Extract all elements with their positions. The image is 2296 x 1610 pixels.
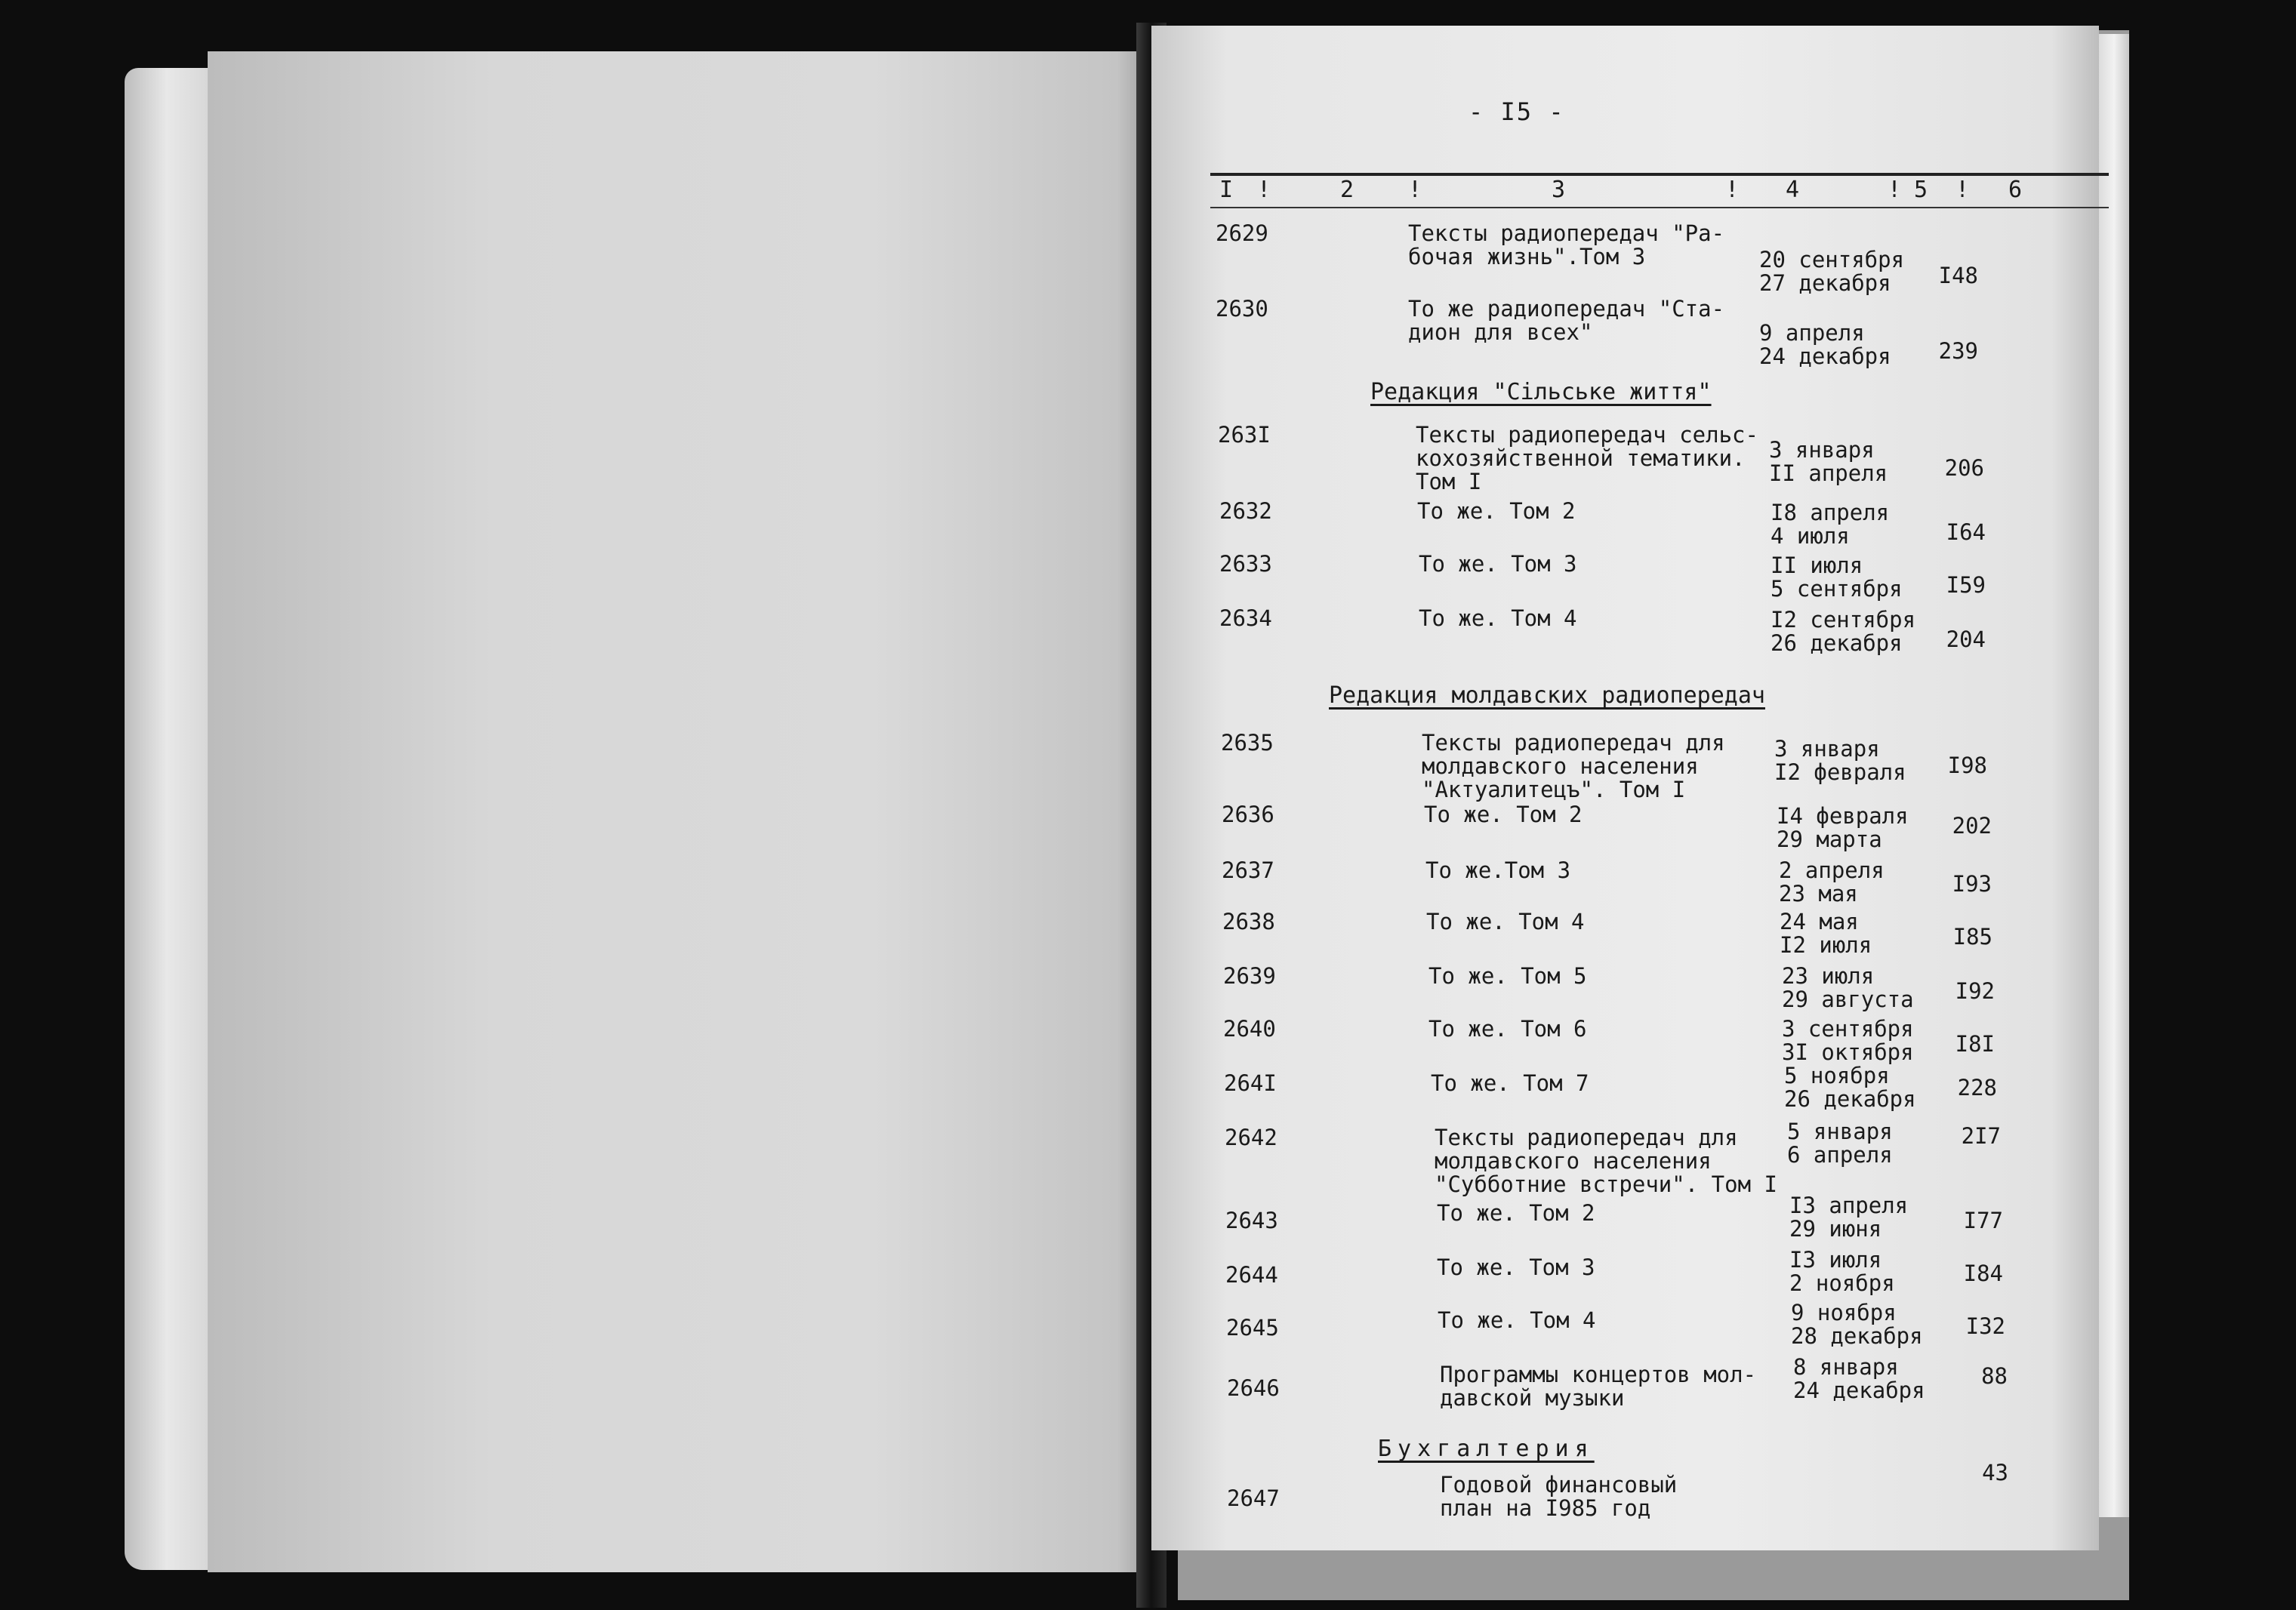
column-header-1: I <box>1219 177 1234 203</box>
entry-number: 2646 <box>1227 1375 1280 1401</box>
entry-dates: I2 сентября 26 декабря <box>1771 607 1916 656</box>
entry-title: То же. Том 4 <box>1426 909 1585 934</box>
entry-number: 2645 <box>1226 1315 1279 1341</box>
entry-sheet-count: I92 <box>1955 978 1995 1004</box>
entry-sheet-count: I93 <box>1952 871 1992 897</box>
inventory-entry <box>1224 1063 2054 1125</box>
inventory-entry <box>1219 500 2050 553</box>
column-separator: ! <box>1888 177 1902 203</box>
entry-sheet-count: 43 <box>1982 1460 2008 1485</box>
right-page-edge <box>2099 34 2129 1517</box>
inventory-entry <box>1219 553 2050 605</box>
entry-dates: I3 апреля 29 июня <box>1789 1193 1909 1242</box>
page-number: - I5 - <box>1469 97 1565 126</box>
entry-dates: 3 сентября 3I октября <box>1782 1016 1914 1065</box>
entry-dates: 5 ноября 26 декабря <box>1784 1063 1916 1112</box>
entry-sheet-count: 204 <box>1946 626 1986 652</box>
entry-dates: 8 января 24 декабря <box>1793 1354 1925 1403</box>
entry-dates: II июля 5 сентября <box>1771 553 1903 602</box>
section-heading: Редакция "Сільське життя" <box>1370 379 1712 405</box>
entry-title: Программы концертов мол- давской музыки <box>1440 1362 1757 1411</box>
entry-number: 2630 <box>1216 296 1268 322</box>
column-header-2: 2 <box>1340 177 1354 203</box>
entry-dates: 2 апреля 23 мая <box>1779 857 1885 907</box>
inventory-entry <box>1223 965 2054 1017</box>
column-header-4: 4 <box>1786 177 1800 203</box>
entry-number: 264I <box>1224 1070 1277 1096</box>
entry-title: То же. Том 7 <box>1431 1070 1589 1096</box>
column-separator: ! <box>1725 177 1740 203</box>
inventory-entry <box>1216 222 2046 297</box>
entry-title: То же. Том 4 <box>1419 605 1577 631</box>
entry-sheet-count: I77 <box>1963 1208 2003 1233</box>
inventory-entry <box>1222 803 2052 856</box>
entry-dates: 24 мая I2 июля <box>1780 909 1872 958</box>
entry-title: То же радиопередач "Ста- дион для всех" <box>1408 296 1725 345</box>
entry-dates: 9 апреля 24 декабря <box>1759 320 1891 369</box>
entry-title: То же. Том 3 <box>1419 551 1577 577</box>
left-page <box>208 51 1155 1572</box>
entry-sheet-count: I48 <box>1938 263 1978 288</box>
entry-dates: 5 января 6 апреля <box>1787 1119 1893 1168</box>
inventory-entry <box>1221 731 2051 814</box>
entry-title: То же.Том 3 <box>1425 857 1571 883</box>
entry-sheet-count: I8I <box>1955 1031 1995 1057</box>
entry-sheet-count: 239 <box>1938 338 1978 364</box>
entry-number: 2643 <box>1225 1208 1278 1233</box>
column-separator: ! <box>1257 177 1271 203</box>
table-header-bottom-rule <box>1210 207 2109 208</box>
entry-title: То же. Том 2 <box>1437 1200 1595 1226</box>
entry-number: 2638 <box>1222 909 1275 934</box>
table-header-top-rule <box>1210 173 2109 176</box>
right-page <box>1151 26 2099 1550</box>
entry-title: То же. Том 2 <box>1417 498 1576 524</box>
entry-sheet-count: 202 <box>1952 813 1992 839</box>
inventory-entry <box>1223 1017 2054 1070</box>
inventory-entry <box>1222 859 2052 912</box>
entry-dates: 9 ноября 28 декабря <box>1791 1300 1923 1349</box>
entry-title: То же. Том 5 <box>1428 963 1587 989</box>
entry-dates: I3 июля 2 ноября <box>1789 1247 1895 1296</box>
column-header-6: 6 <box>2008 177 2023 203</box>
entry-title: Тексты радиопередач для молдавского населения "Субботние встречи". Том I <box>1435 1125 1777 1197</box>
inventory-entry <box>1219 607 2050 660</box>
entry-number: 2644 <box>1225 1262 1278 1288</box>
entry-number: 2636 <box>1222 802 1274 827</box>
entry-title: Годовой финансовый план на I985 год <box>1440 1472 1678 1521</box>
entry-number: 2647 <box>1227 1485 1280 1511</box>
entry-number: 2632 <box>1219 498 1272 524</box>
entry-dates: 3 января II апреля <box>1769 437 1888 486</box>
entry-sheet-count: I98 <box>1947 753 1987 778</box>
entry-sheet-count: I59 <box>1946 572 1986 598</box>
entry-number: 2629 <box>1216 220 1268 246</box>
entry-sheet-count: I64 <box>1946 519 1986 545</box>
entry-sheet-count: 2I7 <box>1961 1123 2001 1149</box>
inventory-entry <box>1216 297 2046 373</box>
inventory-entry <box>1227 1354 2057 1430</box>
column-header-3: 3 <box>1552 177 1566 203</box>
section-heading: Бухгалтерия <box>1378 1436 1595 1462</box>
section-heading: Редакция молдавских радиопередач <box>1329 682 1765 709</box>
entry-sheet-count: 206 <box>1944 455 1984 481</box>
entry-dates: I4 февраля 29 марта <box>1777 803 1909 852</box>
inventory-entry <box>1218 423 2048 506</box>
entry-title: Тексты радиопередач сельс- кохозяйственной тематики. Том I <box>1416 422 1758 494</box>
inventory-entry <box>1222 910 2053 963</box>
entry-title: Тексты радиопередач для молдавского населения "Актуалитецъ". Том I <box>1422 730 1725 802</box>
entry-number: 2635 <box>1221 730 1274 756</box>
entry-title: То же. Том 3 <box>1437 1254 1595 1280</box>
entry-title: Тексты радиопередач "Ра- бочая жизнь".Том 3 <box>1408 220 1725 269</box>
entry-dates: I8 апреля 4 июля <box>1771 500 1890 549</box>
entry-dates: 20 сентября 27 декабря <box>1759 247 1905 296</box>
entry-dates: 23 июля 29 августа <box>1782 963 1914 1012</box>
entry-number: 2640 <box>1223 1016 1276 1042</box>
entry-number: 2639 <box>1223 963 1276 989</box>
entry-number: 2642 <box>1225 1125 1277 1150</box>
entry-title: То же. Том 6 <box>1428 1016 1587 1042</box>
column-header-5: 5 <box>1914 177 1928 203</box>
entry-sheet-count: 88 <box>1981 1363 2008 1389</box>
entry-title: То же. Том 2 <box>1424 802 1583 827</box>
entry-title: То же. Том 4 <box>1438 1307 1596 1333</box>
inventory-entry <box>1227 1460 2057 1540</box>
entry-number: 263I <box>1218 422 1271 448</box>
column-separator: ! <box>1408 177 1422 203</box>
entry-number: 2634 <box>1219 605 1272 631</box>
entry-sheet-count: I85 <box>1952 924 1992 950</box>
entry-dates: 3 января I2 февраля <box>1774 736 1906 785</box>
entry-sheet-count: I32 <box>1965 1313 2005 1339</box>
entry-sheet-count: 228 <box>1957 1075 1997 1101</box>
column-separator: ! <box>1955 177 1970 203</box>
entry-number: 2637 <box>1222 857 1274 883</box>
entry-number: 2633 <box>1219 551 1272 577</box>
entry-sheet-count: I84 <box>1963 1261 2003 1286</box>
